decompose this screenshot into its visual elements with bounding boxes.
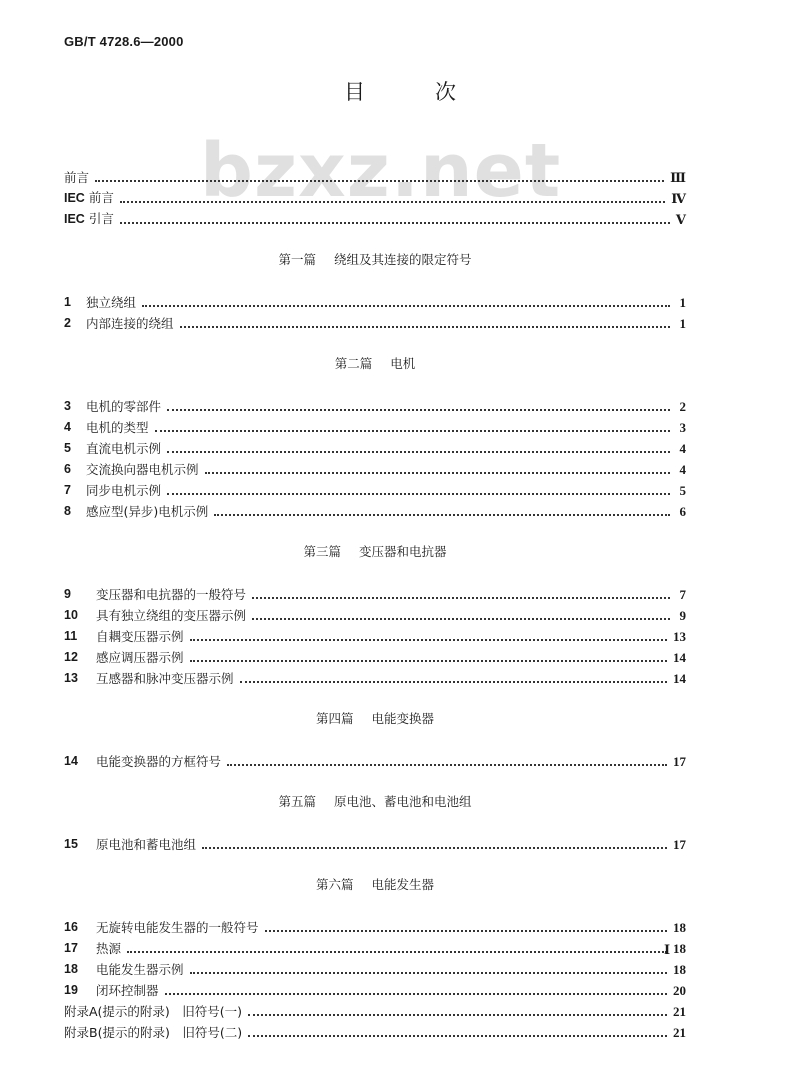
toc-entry[interactable] (64, 438, 686, 459)
toc-entry-page: 21 (673, 1004, 686, 1019)
part-title: 绕组及其连接的限定符号 (334, 252, 472, 267)
part-ordinal: 第三篇 (303, 544, 341, 559)
part-title: 电能变换器 (371, 711, 435, 726)
toc-entry-label: 互感器和脉冲变压器示例 (96, 671, 234, 686)
part-heading (64, 697, 686, 741)
toc-entry-number: 15 (64, 837, 78, 851)
toc-entry[interactable] (64, 480, 686, 501)
leader-dots (252, 611, 670, 620)
toc-entry-number: 12 (64, 650, 78, 664)
toc-entry-page: 4 (679, 441, 686, 456)
toc-entry-number: 4 (64, 420, 71, 434)
leader-dots (248, 1028, 667, 1037)
toc-entry[interactable] (64, 584, 686, 605)
watermark: bzxz.net (200, 128, 562, 214)
toc-entry[interactable] (64, 1001, 686, 1022)
toc-entry-label: 电能变换器的方框符号 (96, 754, 222, 769)
leader-dots (202, 840, 667, 849)
toc-entry-number: 14 (64, 754, 78, 768)
toc-entry-page: 1 (679, 316, 686, 331)
toc-entry-number: 19 (64, 983, 78, 997)
toc-entry-label: 电能发生器示例 (96, 962, 184, 977)
toc-entry[interactable] (64, 396, 686, 417)
toc-entry[interactable] (64, 167, 686, 188)
table-of-contents (64, 167, 686, 1043)
part-ordinal: 第四篇 (315, 711, 354, 726)
toc-entry[interactable] (64, 751, 686, 772)
toc-entry[interactable] (64, 834, 686, 855)
leader-dots (248, 1007, 667, 1016)
toc-entry-page: 17 (673, 837, 686, 852)
leader-dots (167, 402, 670, 411)
toc-entry-number: 3 (64, 399, 71, 413)
part-ordinal: 第六篇 (315, 877, 354, 892)
toc-entry-page: 3 (679, 420, 686, 435)
page-title (0, 76, 800, 106)
toc-entry-label: 附录A(提示的附录) 旧符号(一) (64, 1004, 243, 1019)
toc-entry[interactable] (64, 917, 686, 938)
toc-entry-label: 附录B(提示的附录) 旧符号(二) (64, 1025, 243, 1040)
toc-entry-page: 2 (679, 399, 686, 414)
toc-entry-page: 20 (673, 983, 686, 998)
toc-entry-page: Ⅳ (671, 191, 686, 206)
leader-dots (165, 986, 667, 995)
toc-entry-label: 无旋转电能发生器的一般符号 (96, 920, 259, 935)
toc-entry-label: 内部连接的绕组 (86, 316, 174, 331)
toc-entry-label: 闭环控制器 (96, 983, 159, 998)
toc-entry-label: 具有独立绕组的变压器示例 (96, 608, 247, 623)
toc-entry-page: 1 (679, 295, 686, 310)
leader-dots (95, 173, 664, 182)
leader-dots (190, 965, 667, 974)
toc-entry-page: 7 (679, 587, 686, 602)
leader-dots (227, 757, 667, 766)
toc-entry[interactable] (64, 668, 686, 689)
appendix-list (64, 1001, 686, 1043)
toc-entry-label: 前言 (64, 170, 90, 185)
toc-entry-number: 13 (64, 671, 78, 685)
toc-entry-page: 21 (673, 1025, 686, 1040)
leader-dots (240, 674, 667, 683)
leader-dots (190, 632, 667, 641)
toc-entry-page: 18 (673, 920, 686, 935)
title-char-1: 目 (344, 80, 365, 104)
part-ordinal: 第五篇 (278, 794, 316, 809)
leader-dots (142, 298, 670, 307)
toc-entry-number: 16 (64, 920, 78, 934)
part-heading (64, 780, 686, 824)
toc-entry-number: 18 (64, 962, 78, 976)
leader-dots (120, 194, 665, 203)
toc-entry-page: Ⅴ (675, 212, 686, 227)
toc-entry[interactable] (64, 417, 686, 438)
toc-entry-label: 自耦变压器示例 (96, 629, 184, 644)
toc-entry-page: 13 (673, 629, 686, 644)
part-title: 原电池、蓄电池和电池组 (334, 794, 472, 809)
leader-dots (167, 444, 670, 453)
leader-dots (167, 486, 670, 495)
toc-entry-page: 6 (679, 504, 686, 519)
standard-code: GB/T 4728.6—2000 (64, 34, 184, 49)
part-heading (64, 238, 686, 282)
toc-entry-page: 5 (679, 483, 686, 498)
leader-dots (252, 590, 670, 599)
leader-dots (127, 944, 667, 953)
title-char-2: 次 (435, 80, 456, 104)
leader-dots (180, 319, 670, 328)
toc-entry-label: 独立绕组 (86, 295, 137, 310)
toc-entry-number: 7 (64, 483, 71, 497)
toc-entry-number: 5 (64, 441, 71, 455)
part-heading (64, 530, 686, 574)
toc-entry-label: 电机的零部件 (86, 399, 162, 414)
toc-entry[interactable] (64, 1022, 686, 1043)
toc-entry-page: 18 (673, 941, 686, 956)
part-title: 电机 (390, 356, 416, 371)
toc-entry-label: 直流电机示例 (86, 441, 162, 456)
parts-container (64, 238, 686, 1001)
toc-entry[interactable] (64, 209, 686, 230)
part-heading (64, 863, 686, 907)
toc-entry[interactable] (64, 501, 686, 522)
toc-entry-page: 17 (673, 754, 686, 769)
toc-entry-page: 18 (673, 962, 686, 977)
part-title: 电能发生器 (371, 877, 435, 892)
toc-entry[interactable] (64, 938, 686, 959)
leader-dots (214, 507, 670, 516)
toc-entry[interactable] (64, 626, 686, 647)
toc-entry[interactable] (64, 459, 686, 480)
toc-entry[interactable] (64, 959, 686, 980)
toc-entry-page: 14 (673, 671, 686, 686)
toc-entry-number: 11 (64, 629, 78, 643)
toc-entry-label: 感应型(异步)电机示例 (86, 504, 209, 519)
leader-dots (265, 923, 667, 932)
toc-entry-page: 4 (679, 462, 686, 477)
toc-entry-number: 8 (64, 504, 71, 518)
part-title: 变压器和电抗器 (359, 544, 447, 559)
part-heading (64, 342, 686, 386)
toc-entry-page: 9 (679, 608, 686, 623)
toc-entry-label: 变压器和电抗器的一般符号 (96, 587, 247, 602)
toc-entry[interactable] (64, 647, 686, 668)
toc-entry-label: 交流换向器电机示例 (86, 462, 199, 477)
leader-dots (190, 653, 667, 662)
part-ordinal: 第二篇 (334, 356, 373, 371)
toc-entry-page: Ⅲ (670, 170, 686, 185)
toc-entry-number: 17 (64, 941, 78, 955)
leader-dots (155, 423, 670, 432)
page-folio: Ⅰ (664, 942, 671, 957)
leader-dots (120, 215, 670, 224)
toc-entry-page: 14 (673, 650, 686, 665)
toc-entry-number: 10 (64, 608, 78, 622)
toc-entry-label: 电机的类型 (86, 420, 149, 435)
toc-entry-label: IEC 引言 (64, 211, 114, 226)
front-matter-list (64, 167, 686, 230)
toc-entry-label: 热源 (96, 941, 122, 956)
toc-entry-label: IEC 前言 (64, 190, 114, 205)
part-ordinal: 第一篇 (278, 252, 316, 267)
toc-entry-number: 9 (64, 587, 71, 601)
toc-entry[interactable] (64, 292, 686, 313)
toc-entry[interactable] (64, 980, 686, 1001)
toc-entry-label: 感应调压器示例 (96, 650, 184, 665)
toc-entry-label: 同步电机示例 (86, 483, 162, 498)
leader-dots (205, 465, 670, 474)
toc-entry-number: 1 (64, 295, 71, 309)
toc-entry[interactable] (64, 188, 686, 209)
toc-entry[interactable] (64, 313, 686, 334)
toc-entry-number: 2 (64, 316, 71, 330)
toc-entry[interactable] (64, 605, 686, 626)
toc-entry-label: 原电池和蓄电池组 (96, 837, 197, 852)
toc-entry-number: 6 (64, 462, 71, 476)
